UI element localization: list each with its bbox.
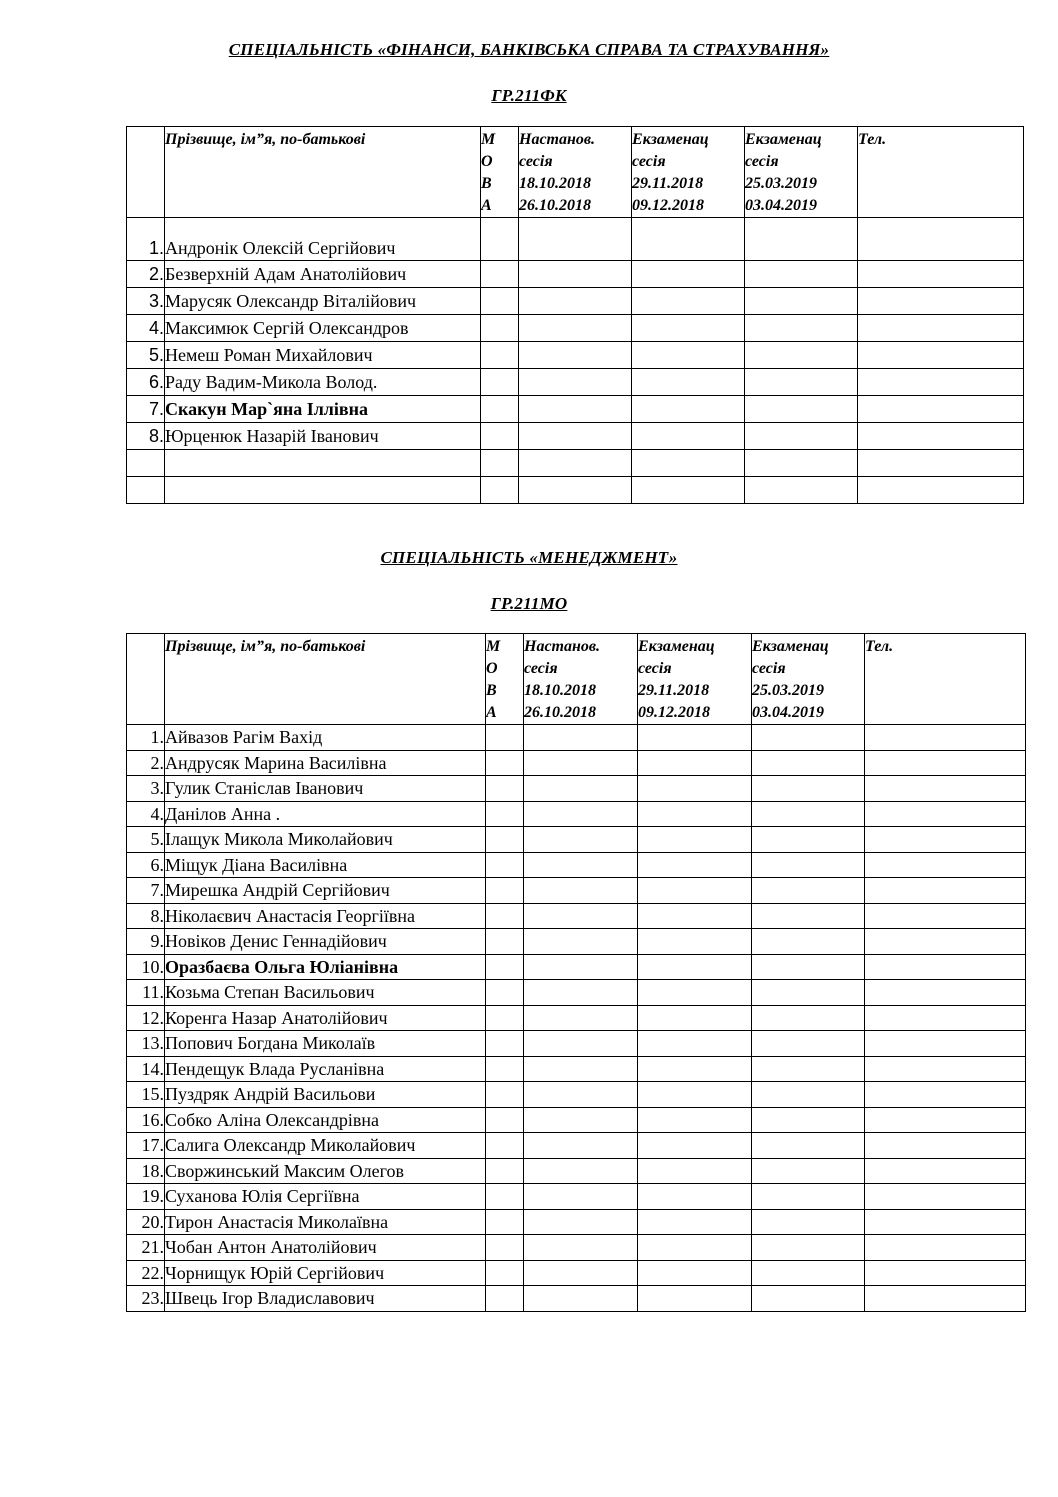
student-name: Андрусяк Марина Василівна xyxy=(165,750,486,776)
students-table-2 xyxy=(126,633,1026,1312)
row-number: 8. xyxy=(127,903,165,929)
table-row xyxy=(127,1286,1026,1312)
student-name: Салига Олександр Миколайович xyxy=(165,1133,486,1159)
tel-cell xyxy=(865,929,1026,955)
table-row xyxy=(127,929,1026,955)
language-cell xyxy=(486,1031,524,1057)
exam-session-1-cell xyxy=(632,423,745,450)
setup-session-cell xyxy=(524,1082,638,1108)
exam-session-1-header: Екзаменац сесія 29.11.2018 09.12.2018 xyxy=(638,634,752,725)
student-name: Безверхній Адам Анатолійович xyxy=(165,261,481,288)
language-cell xyxy=(481,315,519,342)
language-cell xyxy=(486,725,524,751)
language-cell xyxy=(486,852,524,878)
language-cell xyxy=(486,1056,524,1082)
exam-session-2-cell xyxy=(752,1158,865,1184)
language-cell xyxy=(486,827,524,853)
exam-session-1-cell xyxy=(638,903,752,929)
exam-session-1-cell xyxy=(638,980,752,1006)
exam-session-2-cell xyxy=(752,725,865,751)
exam-session-1-cell xyxy=(632,288,745,315)
table-row xyxy=(127,801,1026,827)
student-name: Ніколаєвич Анастасія Георгіївна xyxy=(165,903,486,929)
language-cell xyxy=(481,369,519,396)
exam-session-2-cell xyxy=(745,288,858,315)
row-number: 18. xyxy=(127,1158,165,1184)
row-number: 11. xyxy=(127,980,165,1006)
language-cell xyxy=(486,750,524,776)
exam-session-2-cell xyxy=(745,342,858,369)
student-name: Немеш Роман Михайлович xyxy=(165,342,481,369)
language-cell xyxy=(486,980,524,1006)
tel-cell xyxy=(865,1260,1026,1286)
student-name: Чорнищук Юрій Сергійович xyxy=(165,1260,486,1286)
setup-session-cell xyxy=(524,1209,638,1235)
setup-session-cell xyxy=(519,218,632,261)
table-row xyxy=(127,1260,1026,1286)
table-row xyxy=(127,450,1024,477)
tel-cell xyxy=(865,1133,1026,1159)
exam-session-1-cell xyxy=(638,852,752,878)
student-name: Новіков Денис Геннадійович xyxy=(165,929,486,955)
specialty-heading-1: СПЕЦІАЛЬНІСТЬ «ФІНАНСИ, БАНКІВСЬКА СПРАВА ТА СТРАХУВАННЯ» xyxy=(228,40,830,59)
setup-session-cell xyxy=(524,1286,638,1312)
tel-cell xyxy=(865,903,1026,929)
table-row xyxy=(127,954,1026,980)
exam-session-1-cell xyxy=(638,1056,752,1082)
group-heading-2: ГР.211МО xyxy=(490,594,568,613)
table-row xyxy=(127,315,1024,342)
language-cell xyxy=(481,396,519,423)
exam-session-1-cell xyxy=(638,776,752,802)
row-number: 17. xyxy=(127,1133,165,1159)
tel-cell xyxy=(865,1031,1026,1057)
language-cell xyxy=(481,288,519,315)
setup-session-cell xyxy=(524,725,638,751)
exam-session-1-cell xyxy=(632,261,745,288)
student-name: Попович Богдана Миколаїв xyxy=(165,1031,486,1057)
row-number: 15. xyxy=(127,1082,165,1108)
setup-session-cell xyxy=(524,776,638,802)
row-number: 21. xyxy=(127,1235,165,1261)
student-name: Тирон Анастасія Миколаївна xyxy=(165,1209,486,1235)
exam-session-1-cell xyxy=(632,396,745,423)
tel-cell xyxy=(865,1005,1026,1031)
setup-session-cell xyxy=(519,477,632,504)
row-number xyxy=(127,477,165,504)
tel-cell xyxy=(865,954,1026,980)
exam-session-2-cell xyxy=(752,954,865,980)
tel-cell xyxy=(865,1158,1026,1184)
setup-session-cell xyxy=(519,450,632,477)
table-row xyxy=(127,878,1026,904)
row-number: 7. xyxy=(127,878,165,904)
table-row xyxy=(127,396,1024,423)
exam-session-2-cell xyxy=(752,1260,865,1286)
exam-session-2-header: Екзаменац сесія 25.03.2019 03.04.2019 xyxy=(745,127,858,218)
exam-session-2-cell xyxy=(752,1184,865,1210)
language-cell xyxy=(486,1005,524,1031)
exam-session-2-cell xyxy=(752,1107,865,1133)
row-number: 3. xyxy=(127,776,165,802)
tel-cell xyxy=(865,1082,1026,1108)
language-cell xyxy=(486,1260,524,1286)
setup-session-cell xyxy=(524,980,638,1006)
setup-session-cell xyxy=(519,342,632,369)
table-row xyxy=(127,725,1026,751)
language-cell xyxy=(486,1235,524,1261)
num-header xyxy=(127,634,165,725)
exam-session-2-cell xyxy=(745,261,858,288)
exam-session-1-cell xyxy=(638,1107,752,1133)
student-name xyxy=(165,477,481,504)
students-table-1 xyxy=(126,126,1024,504)
setup-session-cell xyxy=(524,954,638,980)
row-number: 4. xyxy=(127,315,165,342)
language-cell xyxy=(486,1184,524,1210)
setup-session-cell xyxy=(524,903,638,929)
exam-session-2-cell xyxy=(752,929,865,955)
exam-session-1-cell xyxy=(638,1082,752,1108)
tel-cell xyxy=(858,315,1024,342)
row-number: 19. xyxy=(127,1184,165,1210)
student-name: Гулик Станіслав Іванович xyxy=(165,776,486,802)
tel-cell xyxy=(865,725,1026,751)
language-header: М О В А xyxy=(481,127,519,218)
row-number: 6. xyxy=(127,852,165,878)
tel-cell xyxy=(865,1056,1026,1082)
tel-cell xyxy=(858,218,1024,261)
exam-session-1-cell xyxy=(638,1158,752,1184)
table-row xyxy=(127,1235,1026,1261)
table-row xyxy=(127,1184,1026,1210)
student-name: Суханова Юлія Сергіївна xyxy=(165,1184,486,1210)
language-cell xyxy=(486,929,524,955)
language-cell xyxy=(486,903,524,929)
language-header: М О В А xyxy=(486,634,524,725)
exam-session-2-cell xyxy=(752,1031,865,1057)
exam-session-1-cell xyxy=(638,725,752,751)
exam-session-1-cell xyxy=(638,1133,752,1159)
table-row xyxy=(127,342,1024,369)
exam-session-2-cell xyxy=(752,750,865,776)
tel-cell xyxy=(865,1107,1026,1133)
language-cell xyxy=(486,776,524,802)
table-row xyxy=(127,1005,1026,1031)
language-cell xyxy=(481,477,519,504)
row-number: 4. xyxy=(127,801,165,827)
exam-session-2-cell xyxy=(745,218,858,261)
table-row xyxy=(127,369,1024,396)
student-name: Раду Вадим-Микола Волод. xyxy=(165,369,481,396)
student-name: Оразбаєва Ольга Юліанівна xyxy=(165,954,486,980)
tel-cell xyxy=(865,827,1026,853)
table-row xyxy=(127,750,1026,776)
exam-session-1-cell xyxy=(632,315,745,342)
language-cell xyxy=(486,954,524,980)
exam-session-2-cell xyxy=(752,801,865,827)
student-name: Своржинський Максим Олегов xyxy=(165,1158,486,1184)
exam-session-1-cell xyxy=(638,1235,752,1261)
exam-session-1-header: Екзаменац сесія 29.11.2018 09.12.2018 xyxy=(632,127,745,218)
table-row xyxy=(127,288,1024,315)
exam-session-2-cell xyxy=(752,1005,865,1031)
header-row xyxy=(127,634,1026,725)
table-row xyxy=(127,903,1026,929)
exam-session-1-cell xyxy=(638,1260,752,1286)
table-row xyxy=(127,1158,1026,1184)
student-name: Пуздряк Андрій Васильови xyxy=(165,1082,486,1108)
exam-session-2-cell xyxy=(745,477,858,504)
table-row xyxy=(127,980,1026,1006)
language-cell xyxy=(481,423,519,450)
setup-session-cell xyxy=(519,396,632,423)
language-cell xyxy=(486,1082,524,1108)
student-name: Айвазов Рагім Вахід xyxy=(165,725,486,751)
exam-session-2-cell xyxy=(752,878,865,904)
setup-session-cell xyxy=(519,288,632,315)
exam-session-2-cell xyxy=(752,827,865,853)
exam-session-1-cell xyxy=(638,1184,752,1210)
exam-session-2-cell xyxy=(752,1286,865,1312)
row-number: 5. xyxy=(127,827,165,853)
language-cell xyxy=(481,261,519,288)
num-header xyxy=(127,127,165,218)
setup-session-cell xyxy=(524,1107,638,1133)
student-name: Швець Ігор Владиславович xyxy=(165,1286,486,1312)
exam-session-2-cell xyxy=(752,980,865,1006)
exam-session-2-cell xyxy=(745,423,858,450)
setup-session-cell xyxy=(524,1133,638,1159)
exam-session-2-cell xyxy=(752,1133,865,1159)
exam-session-2-cell xyxy=(752,852,865,878)
setup-session-cell xyxy=(524,1184,638,1210)
tel-cell xyxy=(865,801,1026,827)
language-cell xyxy=(486,801,524,827)
tel-header: Тел. xyxy=(865,634,1026,725)
row-number xyxy=(127,450,165,477)
table-row xyxy=(127,1209,1026,1235)
setup-session-cell xyxy=(524,1158,638,1184)
exam-session-1-cell xyxy=(638,801,752,827)
group-heading-1: ГР.211ФК xyxy=(491,86,567,105)
row-number: 5. xyxy=(127,342,165,369)
tel-cell xyxy=(858,342,1024,369)
tel-cell xyxy=(865,852,1026,878)
setup-session-cell xyxy=(524,1031,638,1057)
exam-session-2-cell xyxy=(752,1235,865,1261)
setup-session-cell xyxy=(524,801,638,827)
tel-cell xyxy=(858,396,1024,423)
setup-session-cell xyxy=(524,929,638,955)
setup-session-cell xyxy=(519,423,632,450)
tel-cell xyxy=(865,878,1026,904)
table-row xyxy=(127,827,1026,853)
language-cell xyxy=(486,1133,524,1159)
header-row xyxy=(127,127,1024,218)
language-cell xyxy=(486,1107,524,1133)
student-name xyxy=(165,450,481,477)
tel-cell xyxy=(858,477,1024,504)
student-name: Юрценюк Назарій Іванович xyxy=(165,423,481,450)
tel-cell xyxy=(858,369,1024,396)
student-name: Чобан Антон Анатолійович xyxy=(165,1235,486,1261)
specialty-heading-2: СПЕЦІАЛЬНІСТЬ «МЕНЕДЖМЕНТ» xyxy=(380,548,678,567)
table-row xyxy=(127,218,1024,261)
tel-header: Тел. xyxy=(858,127,1024,218)
exam-session-1-cell xyxy=(638,954,752,980)
student-name: Марусяк Олександр Віталійович xyxy=(165,288,481,315)
table-row xyxy=(127,852,1026,878)
exam-session-1-cell xyxy=(632,369,745,396)
language-cell xyxy=(486,1286,524,1312)
language-cell xyxy=(481,218,519,261)
row-number: 7. xyxy=(127,396,165,423)
table-row xyxy=(127,423,1024,450)
exam-session-1-cell xyxy=(638,1005,752,1031)
setup-session-header: Настанов. сесія 18.10.2018 26.10.2018 xyxy=(524,634,638,725)
exam-session-1-cell xyxy=(632,477,745,504)
student-name: Андронік Олексій Сергійович xyxy=(165,218,481,261)
language-cell xyxy=(486,878,524,904)
setup-session-cell xyxy=(519,261,632,288)
exam-session-2-cell xyxy=(752,776,865,802)
row-number: 22. xyxy=(127,1260,165,1286)
student-name: Пендещук Влада Русланівна xyxy=(165,1056,486,1082)
setup-session-cell xyxy=(524,852,638,878)
student-name: Максимюк Сергій Олександров xyxy=(165,315,481,342)
table-row xyxy=(127,1107,1026,1133)
row-number: 14. xyxy=(127,1056,165,1082)
exam-session-1-cell xyxy=(638,750,752,776)
tel-cell xyxy=(858,288,1024,315)
row-number: 2. xyxy=(127,261,165,288)
language-cell xyxy=(481,342,519,369)
tel-cell xyxy=(865,1286,1026,1312)
exam-session-1-cell xyxy=(638,1286,752,1312)
student-name: Мирешка Андрій Сергійович xyxy=(165,878,486,904)
setup-session-cell xyxy=(524,1260,638,1286)
language-cell xyxy=(486,1158,524,1184)
exam-session-2-cell xyxy=(752,1056,865,1082)
setup-session-header: Настанов. сесія 18.10.2018 26.10.2018 xyxy=(519,127,632,218)
tel-cell xyxy=(858,450,1024,477)
setup-session-cell xyxy=(519,315,632,342)
tel-cell xyxy=(865,750,1026,776)
exam-session-2-cell xyxy=(745,396,858,423)
setup-session-cell xyxy=(524,878,638,904)
tel-cell xyxy=(865,1184,1026,1210)
exam-session-1-cell xyxy=(638,1031,752,1057)
exam-session-1-cell xyxy=(632,218,745,261)
table-row xyxy=(127,776,1026,802)
student-name: Міщук Діана Василівна xyxy=(165,852,486,878)
tel-cell xyxy=(865,1209,1026,1235)
setup-session-cell xyxy=(524,1235,638,1261)
name-header: Прізвище, ім”я, по-батькові xyxy=(165,127,481,218)
row-number: 16. xyxy=(127,1107,165,1133)
setup-session-cell xyxy=(524,1056,638,1082)
row-number: 6. xyxy=(127,369,165,396)
table-row xyxy=(127,477,1024,504)
student-name: Ілащук Микола Миколайович xyxy=(165,827,486,853)
exam-session-1-cell xyxy=(632,342,745,369)
exam-session-1-cell xyxy=(638,878,752,904)
exam-session-2-cell xyxy=(752,903,865,929)
student-name: Данілов Анна . xyxy=(165,801,486,827)
row-number: 20. xyxy=(127,1209,165,1235)
tel-cell xyxy=(865,776,1026,802)
language-cell xyxy=(481,450,519,477)
exam-session-2-header: Екзаменац сесія 25.03.2019 03.04.2019 xyxy=(752,634,865,725)
row-number: 13. xyxy=(127,1031,165,1057)
row-number: 3. xyxy=(127,288,165,315)
student-name: Козьма Степан Васильович xyxy=(165,980,486,1006)
exam-session-2-cell xyxy=(745,315,858,342)
setup-session-cell xyxy=(524,1005,638,1031)
row-number: 9. xyxy=(127,929,165,955)
table-row xyxy=(127,1133,1026,1159)
row-number: 12. xyxy=(127,1005,165,1031)
exam-session-2-cell xyxy=(752,1082,865,1108)
language-cell xyxy=(486,1209,524,1235)
exam-session-1-cell xyxy=(638,929,752,955)
exam-session-1-cell xyxy=(638,1209,752,1235)
student-name: Скакун Мар`яна Іллівна xyxy=(165,396,481,423)
exam-session-2-cell xyxy=(745,450,858,477)
exam-session-1-cell xyxy=(638,827,752,853)
tel-cell xyxy=(865,1235,1026,1261)
name-header: Прізвище, ім”я, по-батькові xyxy=(165,634,486,725)
setup-session-cell xyxy=(519,369,632,396)
table-row xyxy=(127,1082,1026,1108)
student-name: Коренга Назар Анатолійович xyxy=(165,1005,486,1031)
row-number: 8. xyxy=(127,423,165,450)
row-number: 2. xyxy=(127,750,165,776)
setup-session-cell xyxy=(524,750,638,776)
row-number: 23. xyxy=(127,1286,165,1312)
setup-session-cell xyxy=(524,827,638,853)
table-row xyxy=(127,1031,1026,1057)
tel-cell xyxy=(858,423,1024,450)
tel-cell xyxy=(858,261,1024,288)
row-number: 1. xyxy=(127,218,165,261)
table-row xyxy=(127,1056,1026,1082)
exam-session-2-cell xyxy=(745,369,858,396)
row-number: 1. xyxy=(127,725,165,751)
row-number: 10. xyxy=(127,954,165,980)
table-2-body xyxy=(127,725,1026,1312)
table-row xyxy=(127,261,1024,288)
exam-session-1-cell xyxy=(632,450,745,477)
tel-cell xyxy=(865,980,1026,1006)
table-1-body xyxy=(127,218,1024,504)
exam-session-2-cell xyxy=(752,1209,865,1235)
student-name: Собко Аліна Олександрівна xyxy=(165,1107,486,1133)
